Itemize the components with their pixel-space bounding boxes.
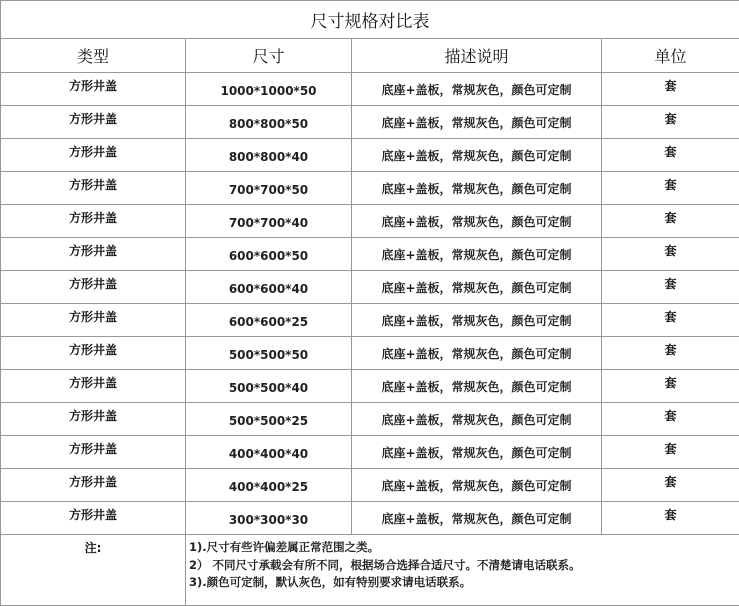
cell-size: 600*600*50 bbox=[186, 238, 352, 271]
table-row bbox=[1, 139, 739, 172]
cell-size: 300*300*30 bbox=[186, 502, 352, 535]
cell-desc: 底座+盖板，常规灰色，颜色可定制 bbox=[352, 304, 602, 337]
cell-unit: 套 bbox=[602, 403, 739, 436]
cell-unit: 套 bbox=[602, 436, 739, 469]
cell-size: 800*800*40 bbox=[186, 139, 352, 172]
cell-type: 方形井盖 bbox=[1, 403, 186, 436]
cell-size: 400*400*25 bbox=[186, 469, 352, 502]
cell-type: 方形井盖 bbox=[1, 502, 186, 535]
cell-type: 方形井盖 bbox=[1, 172, 186, 205]
cell-unit: 套 bbox=[602, 73, 739, 106]
cell-size: 800*800*50 bbox=[186, 106, 352, 139]
cell-unit: 套 bbox=[602, 469, 739, 502]
table-row bbox=[1, 304, 739, 337]
cell-unit: 套 bbox=[602, 205, 739, 238]
header-desc: 描述说明 bbox=[352, 39, 602, 73]
table-row bbox=[1, 469, 739, 502]
header-type: 类型 bbox=[1, 39, 186, 73]
cell-desc: 底座+盖板，常规灰色，颜色可定制 bbox=[352, 106, 602, 139]
cell-type: 方形井盖 bbox=[1, 469, 186, 502]
cell-size: 600*600*25 bbox=[186, 304, 352, 337]
cell-type: 方形井盖 bbox=[1, 139, 186, 172]
table-row bbox=[1, 106, 739, 139]
cell-unit: 套 bbox=[602, 502, 739, 535]
cell-size: 700*700*40 bbox=[186, 205, 352, 238]
cell-type: 方形井盖 bbox=[1, 436, 186, 469]
cell-desc: 底座+盖板，常规灰色，颜色可定制 bbox=[352, 271, 602, 304]
cell-desc: 底座+盖板，常规灰色，颜色可定制 bbox=[352, 172, 602, 205]
cell-desc: 底座+盖板，常规灰色，颜色可定制 bbox=[352, 370, 602, 403]
note-line: 3).颜色可定制，默认灰色，如有特别要求请电话联系。 bbox=[189, 574, 739, 592]
cell-desc: 底座+盖板，常规灰色，颜色可定制 bbox=[352, 139, 602, 172]
title-row bbox=[1, 1, 739, 39]
cell-desc: 底座+盖板，常规灰色，颜色可定制 bbox=[352, 469, 602, 502]
table-body bbox=[1, 1, 739, 606]
cell-type: 方形井盖 bbox=[1, 337, 186, 370]
cell-size: 500*500*40 bbox=[186, 370, 352, 403]
cell-unit: 套 bbox=[602, 271, 739, 304]
cell-size: 1000*1000*50 bbox=[186, 73, 352, 106]
cell-size: 400*400*40 bbox=[186, 436, 352, 469]
cell-size: 500*500*50 bbox=[186, 337, 352, 370]
table-row bbox=[1, 370, 739, 403]
cell-desc: 底座+盖板，常规灰色，颜色可定制 bbox=[352, 403, 602, 436]
note-label: 注: bbox=[1, 535, 186, 606]
table-row bbox=[1, 172, 739, 205]
cell-desc: 底座+盖板，常规灰色，颜色可定制 bbox=[352, 205, 602, 238]
cell-unit: 套 bbox=[602, 370, 739, 403]
cell-type: 方形井盖 bbox=[1, 304, 186, 337]
cell-unit: 套 bbox=[602, 304, 739, 337]
cell-size: 700*700*50 bbox=[186, 172, 352, 205]
table-row bbox=[1, 271, 739, 304]
cell-unit: 套 bbox=[602, 172, 739, 205]
cell-unit: 套 bbox=[602, 337, 739, 370]
header-row bbox=[1, 39, 739, 73]
cell-unit: 套 bbox=[602, 106, 739, 139]
cell-type: 方形井盖 bbox=[1, 238, 186, 271]
table-row bbox=[1, 205, 739, 238]
table-row bbox=[1, 403, 739, 436]
cell-type: 方形井盖 bbox=[1, 205, 186, 238]
note-row bbox=[1, 535, 739, 606]
note-line: 1).尺寸有些许偏差属正常范围之类。 bbox=[189, 539, 739, 557]
cell-desc: 底座+盖板，常规灰色，颜色可定制 bbox=[352, 73, 602, 106]
table-row bbox=[1, 73, 739, 106]
table-title: 尺寸规格对比表 bbox=[1, 1, 739, 39]
table-row bbox=[1, 436, 739, 469]
cell-desc: 底座+盖板，常规灰色，颜色可定制 bbox=[352, 502, 602, 535]
table-row bbox=[1, 502, 739, 535]
header-unit: 单位 bbox=[602, 39, 739, 73]
cell-desc: 底座+盖板，常规灰色，颜色可定制 bbox=[352, 436, 602, 469]
cell-type: 方形井盖 bbox=[1, 106, 186, 139]
note-line: 2） 不同尺寸承载会有所不同，根据场合选择合适尺寸。不清楚请电话联系。 bbox=[189, 557, 739, 575]
cell-desc: 底座+盖板，常规灰色，颜色可定制 bbox=[352, 238, 602, 271]
cell-type: 方形井盖 bbox=[1, 370, 186, 403]
note-body bbox=[186, 535, 739, 606]
cell-unit: 套 bbox=[602, 139, 739, 172]
cell-unit: 套 bbox=[602, 238, 739, 271]
cell-type: 方形井盖 bbox=[1, 73, 186, 106]
cell-desc: 底座+盖板，常规灰色，颜色可定制 bbox=[352, 337, 602, 370]
cell-size: 500*500*25 bbox=[186, 403, 352, 436]
cell-type: 方形井盖 bbox=[1, 271, 186, 304]
table-row bbox=[1, 238, 739, 271]
cell-size: 600*600*40 bbox=[186, 271, 352, 304]
header-size: 尺寸 bbox=[186, 39, 352, 73]
table-row bbox=[1, 337, 739, 370]
